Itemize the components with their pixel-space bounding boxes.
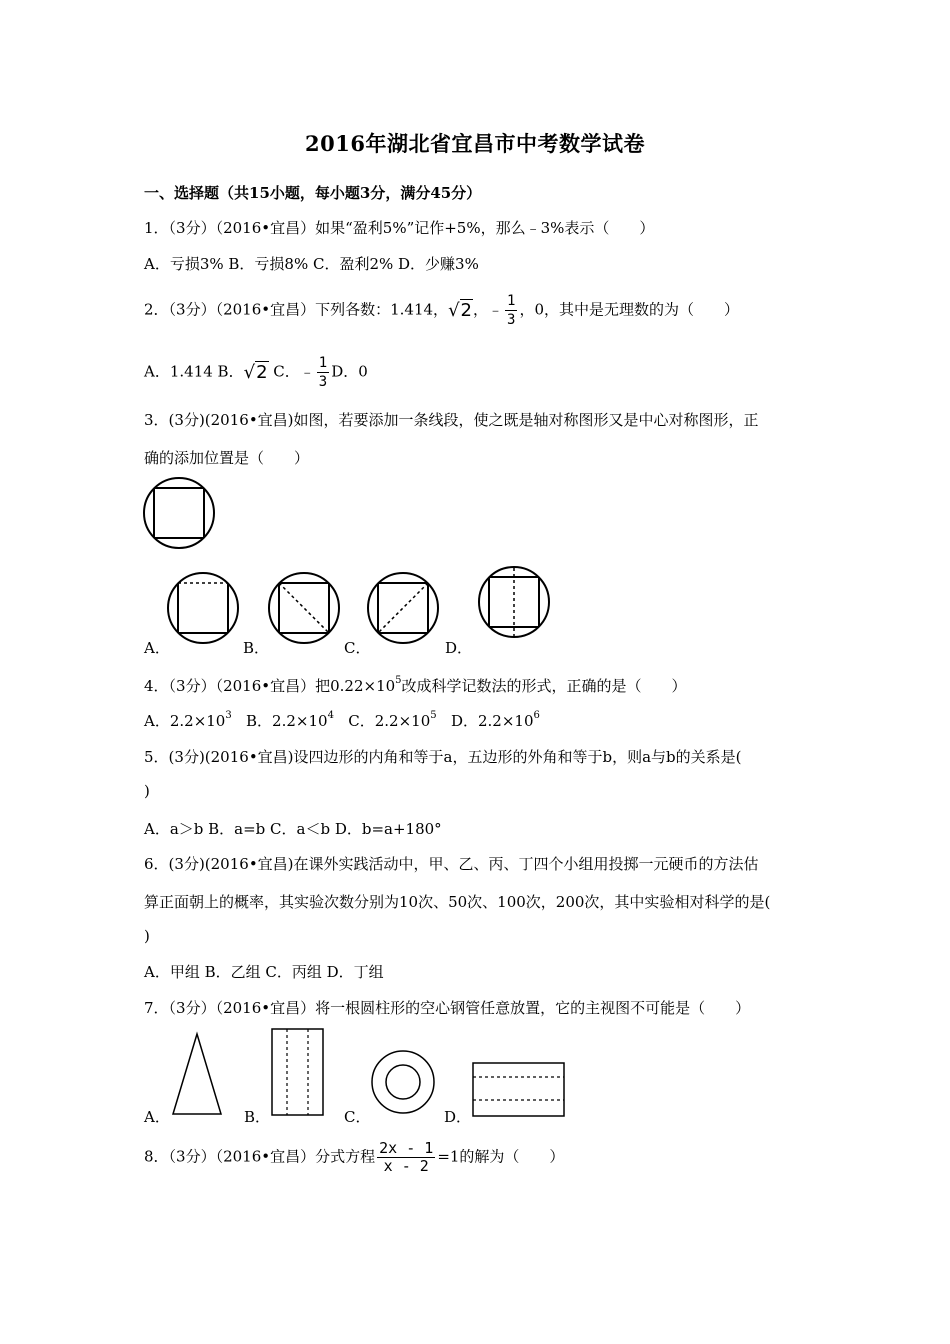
question-7-stem: 7．（3分）（2016•宜昌）将一根圆柱形的空心钢管任意放置，它的主视图不可能是（ ） — [144, 999, 751, 1017]
option-a-label: A． — [144, 1108, 170, 1126]
option-b-figure — [266, 570, 342, 646]
option-b-label: B． — [244, 1108, 271, 1126]
page-title: 2016年湖北省宜昌市中考数学试卷 — [305, 131, 645, 156]
question-5-stem-line2: ) — [144, 782, 150, 800]
ring-figure — [369, 1048, 437, 1116]
vertical-rectangle-figure — [268, 1026, 328, 1118]
question-4-options: A．$2.2\times 10^3$ B．$2.2\times 10^4$ C．$2.2\times 10^5$ D．$2.2\times 10^6$ — [144, 710, 540, 730]
question-5-options: A．a＞b B．a=b C．a＜b D．b=a+180° — [144, 820, 442, 838]
fraction: $\frac{1}{3}$ — [507, 293, 516, 328]
question-1-stem: 1．（3分）（2016•宜昌）如果“盈利5%”记作+5%，那么﹣3%表示（ ） — [144, 219, 655, 237]
option-c-label: C． — [344, 1108, 371, 1126]
question-6-stem-line2: 算正面朝上的概率，其实验次数分别为10次、50次、100次，200次，其中实验相对科学的是( — [144, 893, 771, 911]
question-6-options: A．甲组 B．乙组 C．丙组 D．丁组 — [144, 963, 384, 981]
option-d-label: D． — [444, 1108, 472, 1126]
question-3-stem-line2: 确的添加位置是（ ） — [144, 449, 310, 467]
section-heading: 一、选择题（共15小题，每小题3分，满分45分） — [144, 184, 482, 202]
circle-square-figure — [142, 476, 218, 552]
option-d-label: D． — [445, 639, 473, 657]
option-c-label: C． — [344, 639, 371, 657]
option-a-label: A． — [144, 639, 170, 657]
question-6-stem-line3: ) — [144, 927, 150, 945]
question-1-options: A．亏损3% B．亏损8% C．盈利2% D．少赚3% — [144, 255, 479, 273]
question-3-stem-line1: 3．(3分)(2016•宜昌)如图，若要添加一条线段，使之既是轴对称图形又是中心对称图形，正 — [144, 411, 759, 429]
option-c-figure — [365, 570, 441, 646]
question-8-stem: 8．（3分）（2016•宜昌）分式方程 $\frac{2x - 1}{x - 2}$ =1的解为（ ） — [144, 1139, 565, 1175]
sqrt-expression: √2 — [448, 300, 472, 321]
option-d-figure — [476, 564, 552, 640]
horizontal-rectangle-figure — [470, 1060, 568, 1120]
question-2-options: A．1.414 B．√2 C．﹣ $\frac{1}{3}$ D．0 — [144, 355, 368, 390]
question-5-stem-line1: 5．(3分)(2016•宜昌)设四边形的内角和等于a，五边形的外角和等于b，则a与b的关系是( — [144, 748, 742, 766]
triangle-figure — [168, 1030, 226, 1120]
fraction: $\frac{2x - 1}{x - 2}$ — [379, 1139, 434, 1175]
question-4-stem: 4．（3分）（2016•宜昌）把$0.22\times 10^5$改成科学记数法的形式，正确的是（ ） — [144, 675, 687, 695]
sqrt-expression: √2 — [243, 362, 268, 383]
question-2-stem: 2．（3分）（2016•宜昌）下列各数：1.414，√2，﹣ $\frac{1}{3}$ ，0，其中是无理数的为（ ） — [144, 293, 739, 328]
option-b-label: B． — [243, 639, 270, 657]
fraction: $\frac{1}{3}$ — [318, 355, 328, 390]
option-a-figure — [165, 570, 241, 646]
question-6-stem-line1: 6．(3分)(2016•宜昌)在课外实践活动中，甲、乙、丙、丁四个小组用投掷一元硬币的方法估 — [144, 855, 759, 873]
